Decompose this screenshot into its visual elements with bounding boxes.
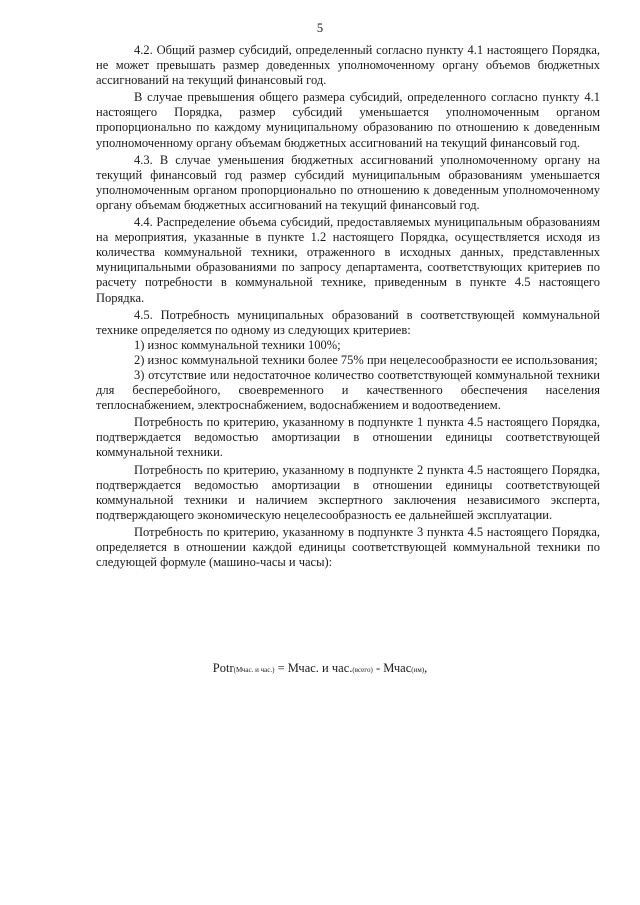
paragraph-4-4: 4.4. Распределение объема субсидий, предоставляемых муниципальным образованиям на мероприятия, указанные в пункте 1.2 настоящего Порядка, осуществляется исходя из количества коммунальной техники, отраженного в исходных данных, представленных муниципальными образованиями по запросу департамента, соответствующих критериев по расчету потребности в коммунальной технике, приведенным в пункте 4.5 настоящего Порядка. [96,215,600,305]
document-body [96,43,600,570]
paragraph-criterion-1-proof: Потребность по критерию, указанному в подпункте 1 пункта 4.5 настоящего Порядка, подтверждается ведомостью амортизации в отношении единицы соответствующей коммунальной техники. [96,415,600,460]
formula-total-term: = Мчас. и час. [274,661,353,675]
formula-end-comma: , [424,661,428,675]
paragraph-4-5: 4.5. Потребность муниципальных образований в соответствующей коммунальной технике определяется по одному из следующих критериев: [96,307,600,337]
criterion-2: 2) износ коммунальной техники более 75% при нецелесообразности ее использования; [134,352,598,367]
formula [0,661,640,676]
criterion-1: 1) износ коммунальной техники 100%; [134,337,341,352]
page-number: 5 [316,21,324,35]
paragraph-excess: В случае превышения общего размера субсидий, определенного согласно пункту 4.1 настоящего Порядка, размер субсидий уменьшается уполномоченным органом пропорционально по каждому муниципальному образованию по отношению к доведенным уполномоченному органу объемам бюджетных ассигнований на текущий финансовый год. [96,90,600,150]
formula-lhs-subscript: (Мчас. и час.) [233,666,275,674]
paragraph-4-2: 4.2. Общий размер субсидий, определенный согласно пункту 4.1 настоящего Порядка, не может превышать размер доведенных уполномоченному органу объемов бюджетных ассигнований на текущий финансовый год. [96,43,600,88]
paragraph-criterion-3-formula-intro: Потребность по критерию, указанному в подпункте 3 пункта 4.5 настоящего Порядка, определяется в отношении каждой единицы соответствующей коммунальной техники по следующей формуле (машино-часы и часы): [96,524,600,570]
formula-available-subscript: (им) [411,666,425,674]
paragraph-criterion-2-proof: Потребность по критерию, указанному в подпункте 2 пункта 4.5 настоящего Порядка, подтверждается ведомостью амортизации в отношении единицы соответствующей коммунальной техники и наличием экспертного заключения независимого эксперта, подтверждающего экономическую нецелесообразность ее дальнейшей эксплуатации. [96,462,600,522]
formula-total-subscript: (всего) [352,666,373,674]
formula-lhs: Potr [212,661,234,675]
paragraph-4-3: 4.3. В случае уменьшения бюджетных ассигнований уполномоченному органу на текущий финансовый год размер субсидий муниципальным образованиям уменьшается уполномоченным органом пропорционально по отношению к доведенным уполномоченному органу объемам бюджетных ассигнований на текущий финансовый год. [96,152,600,212]
formula-available-term: - Мчас [372,661,412,675]
criterion-3: 3) отсутствие или недостаточное количество соответствующей коммунальной техники для бесперебойного, своевременного и качественного обеспечения населения теплоснабжением, электроснабжением, водоснабжением и водоотведением. [96,367,600,413]
